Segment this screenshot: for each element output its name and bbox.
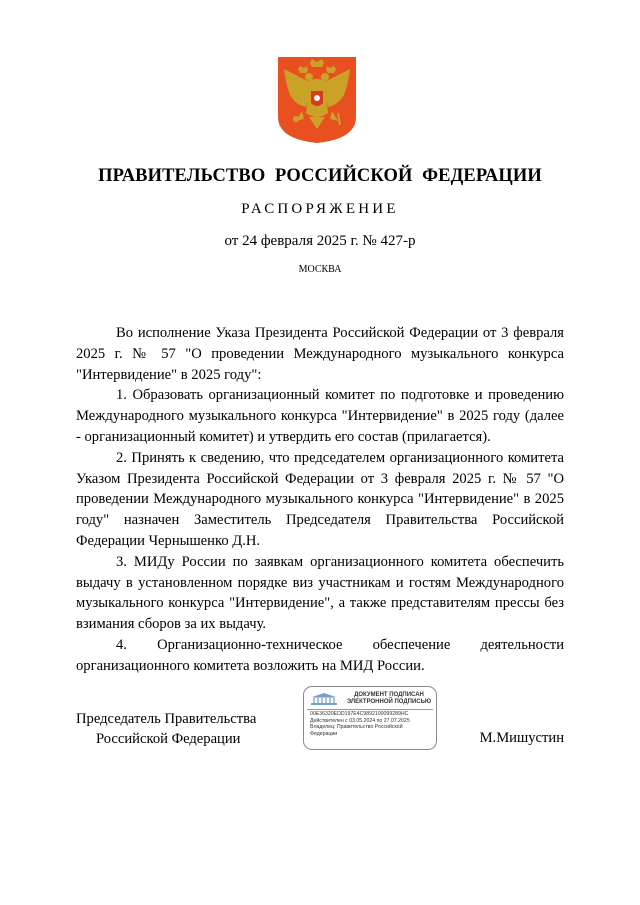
stamp-heading-line2: ЭЛЕКТРОННОЙ ПОДПИСЬЮ: [346, 699, 432, 705]
government-building-icon: [309, 691, 339, 707]
signatory-title-line2: Российской Федерации: [96, 730, 241, 747]
document-type: РАСПОРЯЖЕНИЕ: [241, 201, 399, 217]
stamp-owner-line2: Федерации: [310, 730, 338, 737]
document-body: [76, 323, 564, 677]
paragraph-item-1: 1. Образовать организационный комитет по подготовке и проведению Международного музыкального конкурса "Интервидение" в 2025 году (далее - организационный комитет) и утвердить его состав (прилагается).: [76, 387, 564, 445]
signatory-name: М.Мишустин: [479, 730, 564, 746]
signatory-title: [76, 710, 256, 749]
stamp-heading-line1: ДОКУМЕНТ ПОДПИСАН: [354, 692, 424, 698]
stamp-details: [310, 711, 410, 737]
stamp-divider: [307, 709, 433, 710]
document-city: МОСКВА: [298, 264, 342, 275]
government-title: ПРАВИТЕЛЬСТВО РОССИЙСКОЙ ФЕДЕРАЦИИ: [98, 166, 542, 186]
stamp-heading: [344, 692, 434, 706]
paragraph-item-3: 3. МИДу России по заявкам организационного комитета обеспечить выдачу в установленном порядке виз участникам и гостям Международного музыкального конкурса "Интервидение", а также представителям прессы без взимания сборов за их выдачу.: [76, 553, 564, 633]
electronic-signature-stamp: [303, 686, 437, 750]
paragraph-item-2: 2. Принять к сведению, что председателем организационного комитета Указом Президента Российской Федерации от 3 февраля 2025 г. № 57 "О проведении Международного музыкального конкурса "Интервидение" в 2025 году" назначен Заместитель Председателя Правительства Российской Федерации Чернышенко Д.Н.: [76, 449, 564, 549]
stamp-validity: Действителен с 03.05.2024 по 27.07.2025: [310, 717, 410, 724]
paragraph-item-4: 4. Организационно-техническое обеспечение деятельности организационного комитета возложить на МИД России.: [76, 636, 564, 674]
paragraph-preamble: Во исполнение Указа Президента Российской Федерации от 3 февраля 2025 г. № 57 "О проведении Международного музыкального конкурса "Интервидение" в 2025 году":: [76, 325, 564, 383]
stamp-serial: 00E36320EDD197E4C9892100099289HC: [310, 711, 409, 717]
russian-coat-of-arms-icon: [276, 55, 358, 145]
document-date-number: от 24 февраля 2025 г. № 427-р: [224, 233, 416, 249]
coat-of-arms-emblem: [276, 55, 358, 145]
signatory-title-line1: Председатель Правительства: [76, 711, 257, 727]
stamp-owner-line1: Владелец: Правительство Российской: [310, 724, 403, 731]
